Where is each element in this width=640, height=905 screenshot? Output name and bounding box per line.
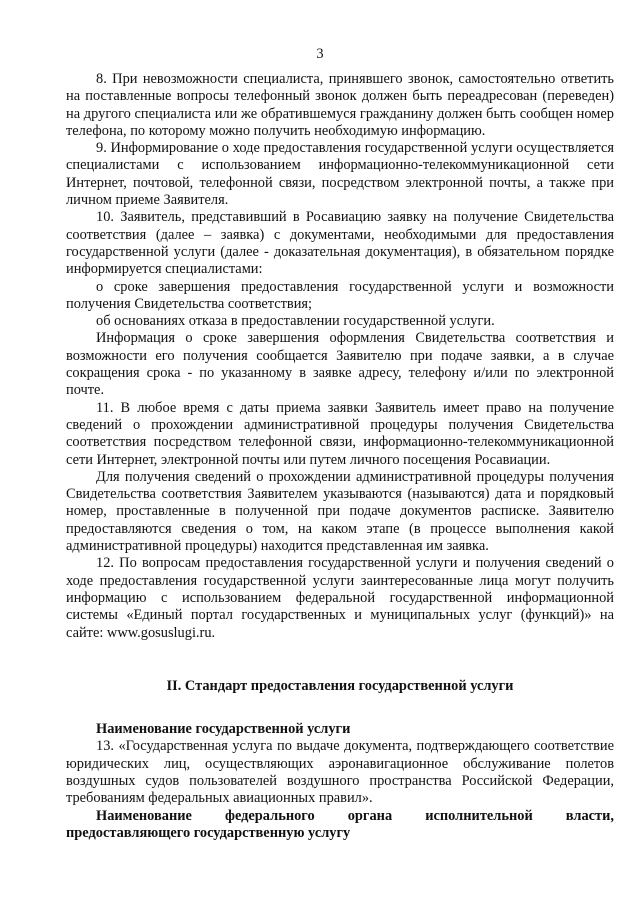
paragraph-10-item-refusal: об основаниях отказа в предоставлении государственной услуги. xyxy=(96,313,495,330)
paragraph-11-details: Для получения сведений о прохождении административной процедуры получения Свидетельства соответствия Заявителем указываются (называются) дата и порядковый номер, проставленные в полученной при подаче документов расписке. Заявителю предоставляются сведения о том, на каком этапе (в процессе выполнения какой административной процедуры) находится представленная им заявка. xyxy=(66,468,614,555)
section-title: II. Стандарт предоставления государственной услуги xyxy=(166,677,514,694)
subheading-authority: Наименование федерального органа исполнительной власти, предоставляющего государственную услугу xyxy=(66,807,614,841)
paragraph-9: 9. Информирование о ходе предоставления государственной услуги осуществляется специалистами с использованием информационно-телекоммуникационной сети Интернет, почтовой, телефонной связи, посредством электронной почты, а также при личном приеме Заявителя. xyxy=(66,140,614,209)
page-number: 3 xyxy=(316,46,324,62)
paragraph-11: 11. В любое время с даты приема заявки Заявитель имеет право на получение сведений о прохождении административной процедуры получения Свидетельства соответствия посредством телефонной связи, информационно-телекоммуникационной сети Интернет, электронной почты или путем личного посещения Росавиации. xyxy=(66,399,614,468)
document-body xyxy=(66,71,614,842)
paragraph-8: 8. При невозможности специалиста, принявшего звонок, самостоятельно ответить на поставленные вопросы телефонный звонок должен быть переадресован (переведен) на другого специалиста или же обратившемуся гражданину должен быть сообщен номер телефона, по которому можно получить необходимую информацию. xyxy=(66,71,614,139)
paragraph-10: 10. Заявитель, представивший в Росавиацию заявку на получение Свидетельства соответствия (далее – заявка) с документами, необходимыми для предоставления государственной услуги (далее - доказательная документация), в обязательном порядке информируется специалистами: xyxy=(66,209,614,278)
paragraph-12: 12. По вопросам предоставления государственной услуги и получения сведений о ходе предоставления государственной услуги заинтересованные лица могут получить информацию с использованием федеральной государственной информационной системы «Единый портал государственных и муниципальных услуг (функций)» на сайте: www.gosuslugi.ru. xyxy=(66,555,614,641)
paragraph-10-info: Информация о сроке завершения оформления Свидетельства соответствия и возможности его получения сообщается Заявителю при подаче заявки, а в случае сокращения срока - по указанному в заявке адресу, телефону и/или по электронной почте. xyxy=(66,330,614,399)
paragraph-13: 13. «Государственная услуга по выдаче документа, подтверждающего соответствие юридических лиц, осуществляющих аэронавигационное обслуживание полетов воздушных судов пользователей воздушного пространства Российской Федерации, требованиям федеральных авиационных правил». xyxy=(66,738,614,807)
paragraph-10-item-term: о сроке завершения предоставления государственной услуги и возможности получения Свидетельства соответствия; xyxy=(66,278,614,312)
subheading-service-name: Наименование государственной услуги xyxy=(96,721,351,738)
